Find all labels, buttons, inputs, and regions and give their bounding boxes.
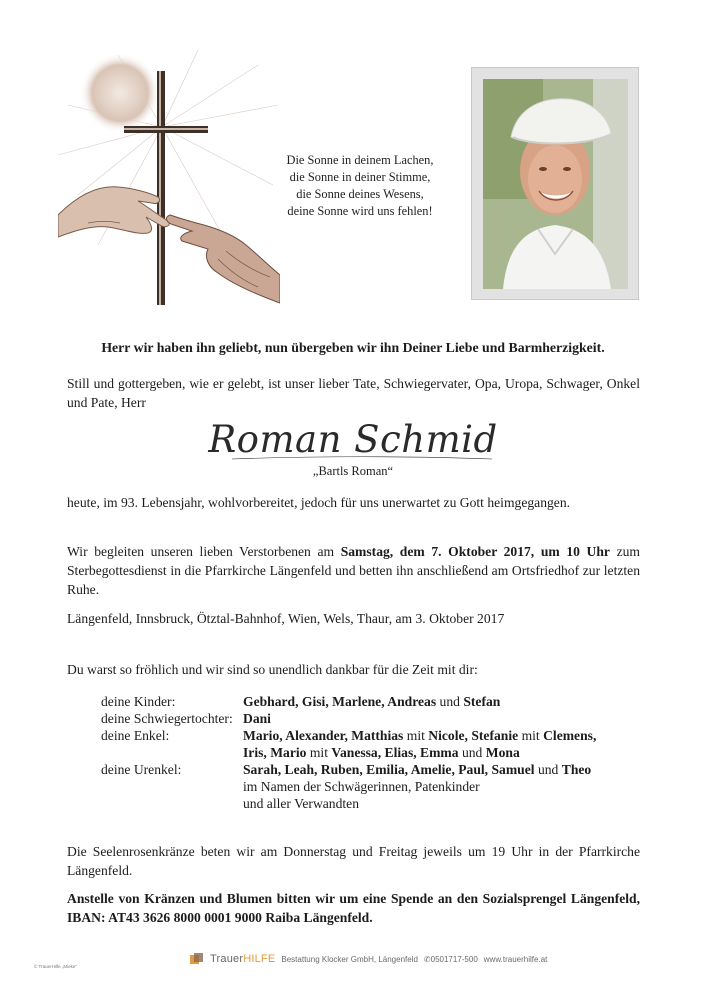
deceased-nickname: „Bartls Roman“ [312,464,394,478]
footer [190,952,547,966]
inlaw-name: Dani [243,711,271,726]
funeral-text: Wir begleiten unseren lieben Verstorbenen am [67,544,341,559]
brand-name: TrauerHILFE [210,953,276,965]
trauerhilfe-logo-icon [190,953,204,965]
relatives-extra-line: und aller Verwandten [243,796,360,811]
relation-label: deine Kinder: [101,694,176,709]
poem [262,152,458,220]
relation-label: deine Enkel: [101,728,170,743]
rosary-info: Die Seelenrosenkränze beten wir am Donnerstag und Freitag jeweils um 19 Uhr in der Pfarrkirche Längenfeld. [67,844,640,878]
motto: Herr wir haben ihn geliebt, nun übergeben wir ihn Deiner Liebe und Barmherzigkeit. [101,340,605,355]
grandchildren-names: Mario, Alexander, Matthias mit Nicole, Stefanie mit Clemens, [243,728,597,743]
intro-text: Still und gottergeben, wie er gelebt, ist unser lieber Tate, Schwiegervater, Opa, Uropa, Schwager, Onkel und Pate, Herr [67,376,640,410]
great-grandchildren-names: Sarah, Leah, Ruben, Emilia, Amelie, Paul, Samuel und Theo [243,762,592,777]
helping-hand [167,215,280,303]
funeral-text: zum Sterbegottesdienst in die Pfarrkirche Längenfeld und betten ihn anschließend am Ortsfriedhof zur letzten Ruhe. [67,544,640,597]
portrait-frame [471,67,639,300]
portrait-photo [483,79,628,289]
portrait-image [483,79,628,289]
children-names: Gebhard, Gisi, Marlene, Andreas und Stefan [243,694,501,709]
cross-hands-illustration [58,45,280,315]
footer-website[interactable]: www.trauerhilfe.at [483,954,548,964]
thanks-text: Du warst so fröhlich und wir sind so unendlich dankbar für die Zeit mit dir: [67,662,478,677]
death-notice: heute, im 93. Lebensjahr, wohlvorbereitet, jedoch für uns unerwartet zu Gott heimgegangen. [67,495,571,510]
poem-line: die Sonne deines Wesens, [296,187,424,201]
funeral-date: Samstag, dem 7. Oktober 2017, um 10 Uhr [340,544,610,559]
poem-line: Die Sonne in deinem Lachen, [286,153,434,167]
grandchildren-names: Iris, Mario mit Vanessa, Elias, Emma und Mona [243,745,520,760]
funeral-info [67,542,640,599]
sun [80,53,160,133]
footer-company: Bestattung Klocker GmbH, Längenfeld [281,954,418,964]
donation-info: Anstelle von Kränzen und Blumen bitten wir um eine Spende an den Sozialsprengel Längenfeld, IBAN: AT43 3626 8000 0001 9000 Raiba Längenfeld. [67,891,640,925]
deceased-name: Roman Schmid [208,418,498,461]
reaching-hand [58,187,169,237]
poem-line: deine Sonne wird uns fehlen! [287,204,433,218]
name-flourish [232,455,492,461]
relation-label: deine Urenkel: [101,762,182,777]
footer-copyright: © TrauerHilfe „Mieke“ [34,964,77,969]
footer-phone: ✆0501717-500 [423,954,478,964]
poem-line: die Sonne in deiner Stimme, [289,170,431,184]
relatives-extra-line: im Namen der Schwägerinnen, Patenkinder [243,779,480,794]
places-date: Längenfeld, Innsbruck, Ötztal-Bahnhof, Wien, Wels, Thaur, am 3. Oktober 2017 [67,611,505,626]
relation-label: deine Schwiegertochter: [101,711,233,726]
